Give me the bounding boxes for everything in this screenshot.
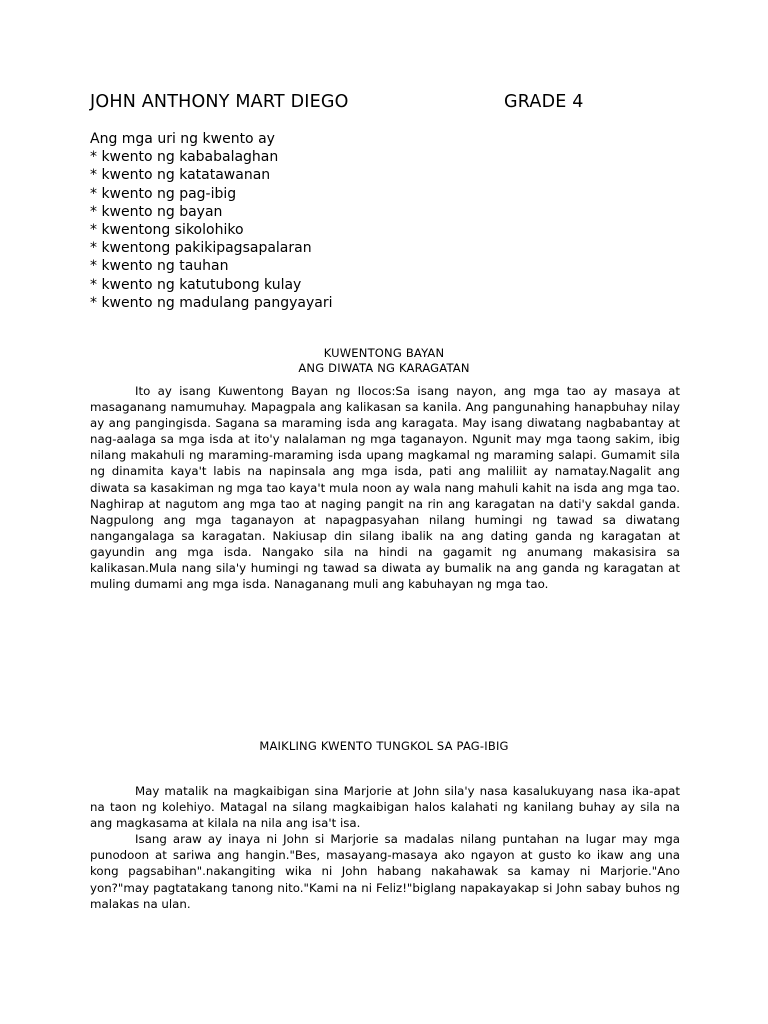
story-types-list [90, 130, 510, 312]
story1-body [90, 383, 680, 592]
list-item: * kwentong pakikipagsapalaran [90, 240, 312, 257]
story2-paragraph: Isang araw ay inaya ni John si Marjorie sa madalas nilang puntahan na lugar may mga punodoon at sariwa ang hangin."Bes, masayang-masaya ako ngayon at gusto ko ikaw ang una kong pagsabihan".nakangiting wika ni John habang nakahawak sa kamay ni Marjorie."Ano yon?"may pagtatakang tanong nito."Kami na ni Feliz!"biglang napakayakap si John sabay buhos ng malakas na ulan. [90, 832, 680, 911]
story1-subtitle: ANG DIWATA NG KARAGATAN [298, 361, 470, 375]
list-item: * kwento ng bayan [90, 203, 223, 220]
story1-title: KUWENTONG BAYAN [323, 346, 445, 360]
list-intro: Ang mga uri ng kwento ay [90, 131, 275, 147]
story2-title: MAIKLING KWENTO TUNGKOL SA PAG-IBIG [259, 739, 509, 753]
list-item: * kwento ng katutubong kulay [90, 276, 302, 293]
story1-paragraph: Ito ay isang Kuwentong Bayan ng Ilocos:Sa isang nayon, ang mga tao ay masaya at masaganang namumuhay. Mapagpala ang kalikasan sa kanila. Ang pangunahing hanapbuhay nilay ay ang pangingisda. Sagana sa maraming isda ang karagata. May isang diwatang nagbabantay at nag-aalaga sa mga isda at ito'y nalalaman ng mga taganayon. Ngunit may mga taong sakim, ibig nilang makahuli ng maraming-maraming isda upang magkamal ng maraming salapi. Gumamit sila ng dinamita kaya't labis na napinsala ang mga isda, pati ang maliliit ay namatay.Nagalit ang diwata sa kasakiman ng mga tao kaya't mula noon ay wala nang mahuli kahit na isda ang mga tao. Naghirap at nagutom ang mga tao at naging pangit na rin ang karagatan na dati'y sakdal ganda. Nagpulong ang mga taganayon at napagpasyahan nilang humingi ng tawad sa diwatang nangangalaga sa karagatan. Nakiusap din silang ibalik na ang dating ganda ng karagatan at gayundin ang mga isda. Nangako sila na hindi na gagamit ng anumang makasisira sa kalikasan.Mula nang sila'y humingi ng tawad sa diwata ay bumalik na ang ganda ng karagatan at muling dumami ang mga isda. Nanaganang muli ang kabuhayan ng mga tao. [90, 384, 680, 592]
story2-body [90, 783, 680, 912]
story1-heading [0, 346, 768, 376]
list-item: * kwento ng tauhan [90, 258, 229, 275]
grade-level: GRADE 4 [504, 92, 584, 112]
student-name: JOHN ANTHONY MART DIEGO [90, 92, 349, 112]
header [90, 92, 680, 116]
list-item: * kwento ng pag-ibig [90, 185, 237, 202]
list-item: * kwento ng madulang pangyayari [90, 294, 333, 311]
list-item: * kwentong sikolohiko [90, 222, 244, 239]
list-item: * kwento ng katatawanan [90, 167, 271, 184]
list-item: * kwento ng kababalaghan [90, 149, 279, 166]
story2-paragraph: May matalik na magkaibigan sina Marjorie at John sila'y nasa kasalukuyang nasa ika-apat na taon ng kolehiyo. Matagal na silang magkaibigan halos kalahati ng kanilang buhay ay sila na ang magkasama at kilala na nila ang isa't isa. [90, 784, 680, 831]
